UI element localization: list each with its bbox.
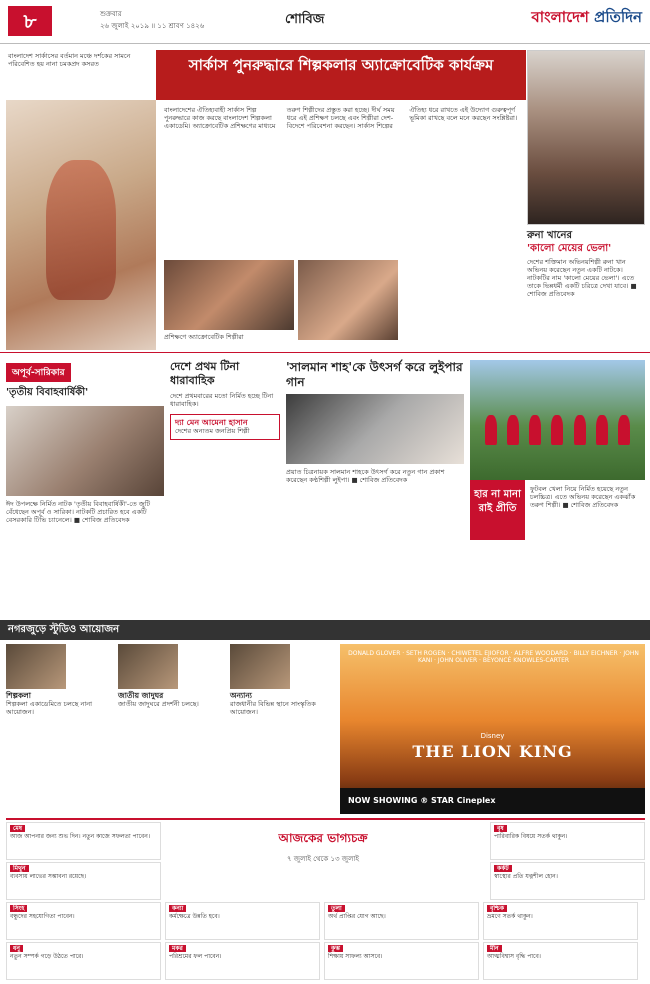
page-header (0, 0, 650, 44)
story-title[interactable]: দেশে প্রথম টিনা ধারাবাহিক (170, 360, 240, 387)
zodiac-sign: সিংহ (10, 905, 27, 912)
horoscope-text: অর্থ প্রাপ্তির যোগ আছে। (328, 913, 386, 920)
photo-caption-top: বাংলাদেশ সার্কাসের বর্তমান মঞ্চে দর্শকের সামনে পরিবেশিত হয় নানা চমকপ্রদ কসরত (8, 52, 131, 68)
horoscope-title: আজকের ভাগ্যচক্র (278, 831, 368, 845)
runa-photo (527, 50, 645, 225)
ad-title: দ্যা মেন আমেনা হাসান (175, 418, 248, 427)
horoscope-cell (324, 902, 479, 940)
zodiac-sign: কন্যা (169, 905, 186, 912)
lion-king-ad[interactable] (340, 644, 645, 814)
horoscope-cell (165, 902, 320, 940)
team-photo (470, 360, 645, 480)
horoscope-subtitle: ৭ জুলাই থেকে ১৩ জুলাই (287, 855, 359, 863)
horoscope-cell (6, 942, 161, 980)
story-title-box[interactable]: হার না মানা রাই প্রীতি (470, 480, 525, 540)
item-photo (6, 644, 66, 689)
zodiac-sign: মেষ (10, 825, 25, 832)
runa-khan-story (527, 50, 645, 350)
horoscope-text: ভ্রমণে সতর্ক থাকুন। (487, 913, 533, 920)
runa-title-prefix: রুনা খানের (527, 230, 572, 241)
roundup-item (6, 644, 111, 814)
item-body: জাতীয় জাদুঘরে প্রদর্শনী চলছে। (118, 700, 199, 708)
item-body: শিল্পকলা একাডেমিতে চলছে নানা আয়োজন। (6, 700, 92, 716)
football-film-story (470, 360, 645, 615)
zodiac-sign: মকর (169, 945, 186, 952)
ad-body: দেশের অন্যতম জনপ্রিয় শিল্পী (175, 427, 250, 435)
weekday: শুক্রবার (100, 10, 122, 18)
ad-box (170, 414, 280, 440)
date: ২৬ জুলাই ২০১৯ ॥ ১১ শ্রাবণ ১৪২৬ (100, 22, 205, 30)
horoscope-cell (6, 862, 161, 900)
lead-headline[interactable]: সার্কাস পুনরুদ্ধারে শিল্পকলার অ্যাক্রোবেটিক কার্যক্রম (156, 50, 526, 100)
roundup-item (118, 644, 223, 814)
horoscope-text: ব্যবসায় লাভের সম্ভাবনা রয়েছে। (10, 873, 87, 880)
brand-part-1: বাংলাদেশ (531, 8, 589, 26)
item-title[interactable]: শিল্পকলা (6, 691, 31, 700)
item-title[interactable]: জাতীয় জাদুঘর (118, 691, 164, 700)
item-title[interactable]: অন্যান্য (230, 691, 252, 700)
horoscope-text: স্বাস্থ্যের প্রতি যত্নশীল হোন। (494, 873, 558, 880)
story-body: ফুটবল খেলা নিয়ে নির্মিত হয়েছে নতুন চলচ্চিত্র। এতে অভিনয় করেছেন একঝাঁক তরুণ শিল্পী। ■ শোবিজ প্রতিবেদক (530, 485, 636, 509)
section-name: শোবিজ (285, 12, 325, 27)
story-body: প্রয়াত চিত্রনায়ক সালমান শাহকে উৎসর্গ করে নতুন গান প্রকাশ করেছেন কণ্ঠশিল্পী লুইপা। ■ শোবিজ প্রতিবেদক (286, 468, 445, 484)
training-photo (164, 260, 294, 330)
divider (0, 352, 650, 353)
horoscope-cell (490, 862, 645, 900)
horoscope-text: আত্মবিশ্বাস বৃদ্ধি পাবে। (487, 953, 541, 960)
tina-serial-story (170, 360, 280, 615)
cast-names: DONALD GLOVER · SETH ROGEN · CHIWETEL EJIOFOR · ALFRE WOODARD · BILLY EICHNER · JOHN KANI · JOHN OLIVER · BEYONCÉ KNOWLES-CARTER (348, 650, 639, 664)
singer-photo (286, 394, 464, 464)
horoscope-text: নতুন সম্পর্ক গড়ে উঠতে পারে। (10, 953, 84, 960)
item-photo (230, 644, 290, 689)
story-title[interactable]: 'সালমান শাহ'কে উৎসর্গ করে লুইপার গান (286, 360, 463, 389)
zodiac-sign: তুলা (328, 905, 345, 912)
date-line (100, 8, 230, 32)
brand-logo (531, 6, 642, 31)
zodiac-sign: কুম্ভ (328, 945, 343, 952)
horoscope-text: পরিশ্রমের ফল পাবেন। (169, 953, 222, 960)
disney-logo: Disney (480, 732, 505, 740)
story-body: ঈদ উপলক্ষে নির্মিত নাটক 'তৃতীয় বিবাহবার্ষিকী'-তে জুটি বেঁধেছেন অপূর্ব ও সারিকা। নাটকটি প্রচারিত হবে একটি বেসরকারি টিভি চ্যানেলে। ■ শোবিজ প্রতিবেদক (6, 500, 151, 524)
horoscope-text: বন্ধুদের সহযোগিতা পাবেন। (10, 913, 75, 920)
item-photo (118, 644, 178, 689)
horoscope-text: পারিবারিক বিষয়ে সতর্ক থাকুন। (494, 833, 568, 840)
runa-body: দেশের শক্তিমান অভিনয়শিল্পী রুনা খান অভিনয় করেছেন নতুন একটি নাটকে। নাটকটির নাম 'কালো মেয়ের ভেলা'। এতে তাকে ভিন্নধর্মী একটি চরিত্রে দেখা যাবে। ■ শোবিজ প্রতিবেদক (527, 258, 637, 298)
horoscope-cell (490, 822, 645, 860)
photo-caption-bottom: প্রশিক্ষণে অ্যাক্রোবেটিক শিল্পীরা (164, 333, 244, 341)
horoscope-cell (483, 942, 638, 980)
zodiac-sign: মিথুন (10, 865, 29, 872)
horoscope-cell (165, 942, 320, 980)
runa-title[interactable] (527, 229, 645, 255)
story-body: দেশে প্রথমবারের মতো নির্মিত হচ্ছে টিনা ধারাবাহিক। (170, 392, 274, 408)
lead-story (6, 50, 526, 350)
child-acrobat-photo (298, 260, 398, 340)
zodiac-sign: মীন (487, 945, 502, 952)
roundup-item (230, 644, 335, 814)
luipa-song-story (286, 360, 466, 615)
horoscope (6, 818, 645, 980)
horoscope-cell (483, 902, 638, 940)
brand-part-2: প্রতিদিন (594, 8, 642, 26)
horoscope-text: কর্মক্ষেত্রে উন্নতি হবে। (169, 913, 220, 920)
lead-body: বাংলাদেশের ঐতিহ্যবাহী সার্কাস শিল্প পুনরুদ্ধারে কাজ করছে বাংলাদেশ শিল্পকলা একাডেমি। অ্যাক্রোবেটিক প্রশিক্ষণের মাধ্যমে তরুণ শিল্পীদের প্রস্তুত করা হচ্ছে। দীর্ঘ সময় ধরে এই প্রশিক্ষণ চলছে এবং শিল্পীরা দেশ-বিদেশে পরিবেশনা করছেন। সার্কাস শিল্পের ঐতিহ্য ধরে রাখতে এই উদ্যোগ গুরুত্বপূর্ণ ভূমিকা রাখছে বলে মনে করছেন সংশ্লিষ্টরা। (164, 106, 518, 130)
horoscope-cell (6, 822, 161, 860)
zodiac-sign: বৃশ্চিক (487, 905, 507, 912)
section-bar: নগরজুড়ে স্টুডিও আয়োজন (0, 620, 650, 640)
horoscope-text: শিক্ষায় সাফল্য আসবে। (328, 953, 383, 960)
zodiac-sign: ধনু (10, 945, 23, 952)
runa-title-quote: 'কালো মেয়ের ভেলা' (527, 243, 612, 254)
showing-strip: NOW SHOWING ® STAR Cineplex (340, 788, 645, 814)
horoscope-header (166, 822, 480, 892)
zodiac-sign: বৃষ (494, 825, 507, 832)
page-number: ৮ (8, 6, 52, 36)
item-body: রাজধানীর বিভিন্ন স্থানে সাংস্কৃতিক আয়োজন। (230, 700, 316, 716)
zodiac-sign: কর্কট (494, 865, 512, 872)
acrobat-photo (6, 100, 156, 350)
couple-photo (6, 406, 164, 496)
roundup (6, 644, 336, 814)
horoscope-cell (6, 902, 161, 940)
story-title[interactable]: 'তৃতীয় বিবাহবার্ষিকী' (6, 387, 89, 398)
story-tag: অপূর্ব-সারিকার (6, 363, 71, 382)
movie-title: THE LION KING (412, 742, 573, 761)
horoscope-text: আজ আপনার জন্য শুভ দিন। নতুন কাজে সফলতা পাবেন। (10, 833, 150, 840)
apurba-sarika-story (6, 360, 164, 615)
horoscope-cell (324, 942, 479, 980)
